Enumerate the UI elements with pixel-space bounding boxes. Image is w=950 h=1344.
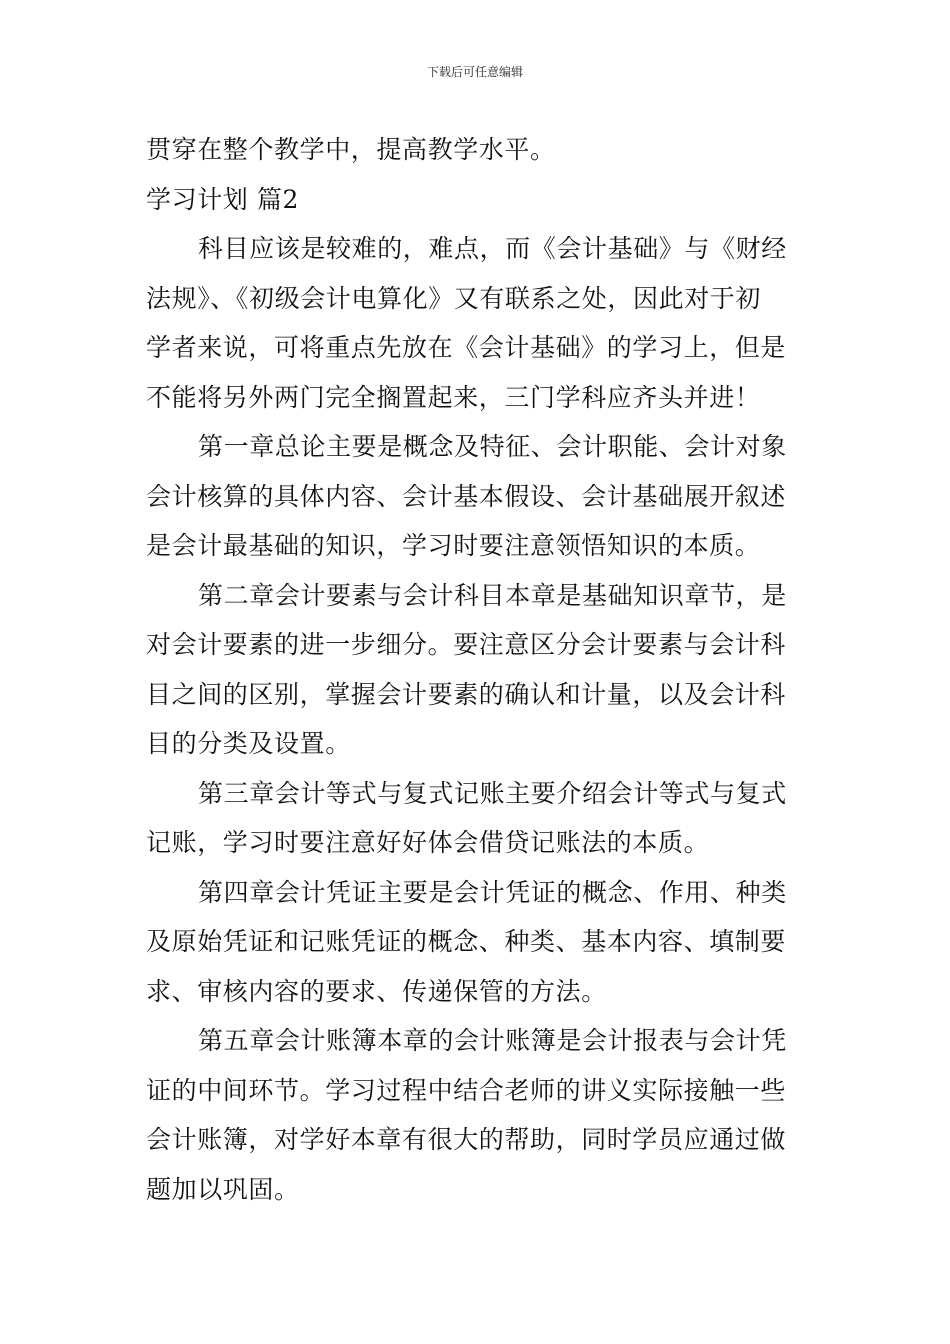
text-line: 不能将另外两门完全搁置起来，三门学科应齐头并进！ bbox=[146, 382, 761, 412]
document-body bbox=[146, 125, 806, 1214]
text-line: 是会计最基础的知识，学习时要注意领悟知识的本质。 bbox=[146, 531, 761, 560]
text-line: 记账，学习时要注意好好体会借贷记账法的本质。 bbox=[146, 828, 710, 857]
text-line: 目的分类及设置。 bbox=[146, 729, 351, 758]
text-line: 法规》、《初级会计电算化》又有联系之处，因此对于初 bbox=[146, 283, 762, 313]
text-line: 求、审核内容的要求、传递保管的方法。 bbox=[146, 976, 607, 1006]
text-line: 会计账簿，对学好本章有很大的帮助，同时学员应通过做 bbox=[146, 1125, 787, 1154]
text-line: 及原始凭证和记账凭证的概念、种类、基本内容、填制要 bbox=[146, 927, 787, 956]
text-line: 证的中间环节。学习过程中结合老师的讲义实际接触一些 bbox=[146, 1075, 787, 1105]
text-line: 会计核算的具体内容、会计基本假设、会计基础展开叙述 bbox=[146, 481, 787, 511]
text-line: 第一章总论主要是概念及特征、会计职能、会计对象 bbox=[198, 432, 787, 461]
text-line: 对会计要素的进一步细分。要注意区分会计要素与会计科 bbox=[146, 630, 787, 659]
text-line: 题加以巩固。 bbox=[146, 1174, 300, 1204]
text-line: 第四章会计凭证主要是会计凭证的概念、作用、种类 bbox=[198, 877, 787, 907]
text-line: 第五章会计账簿本章的会计账簿是会计报表与会计凭 bbox=[198, 1026, 787, 1055]
text-line: 学习计划 篇2 bbox=[146, 184, 300, 214]
text-line: 第三章会计等式与复式记账主要介绍会计等式与复式 bbox=[198, 778, 787, 808]
text-line: 目之间的区别，掌握会计要素的确认和计量，以及会计科 bbox=[146, 679, 787, 709]
text-line: 第二章会计要素与会计科目本章是基础知识章节，是 bbox=[198, 580, 787, 610]
text-line: 学者来说，可将重点先放在《会计基础》的学习上，但是 bbox=[146, 333, 787, 362]
text-line: 科目应该是较难的，难点，而《会计基础》与《财经 bbox=[198, 234, 787, 263]
text-line: 贯穿在整个教学中，提高教学水平。 bbox=[146, 135, 556, 164]
page-header: 下载后可任意编辑 bbox=[426, 65, 523, 79]
